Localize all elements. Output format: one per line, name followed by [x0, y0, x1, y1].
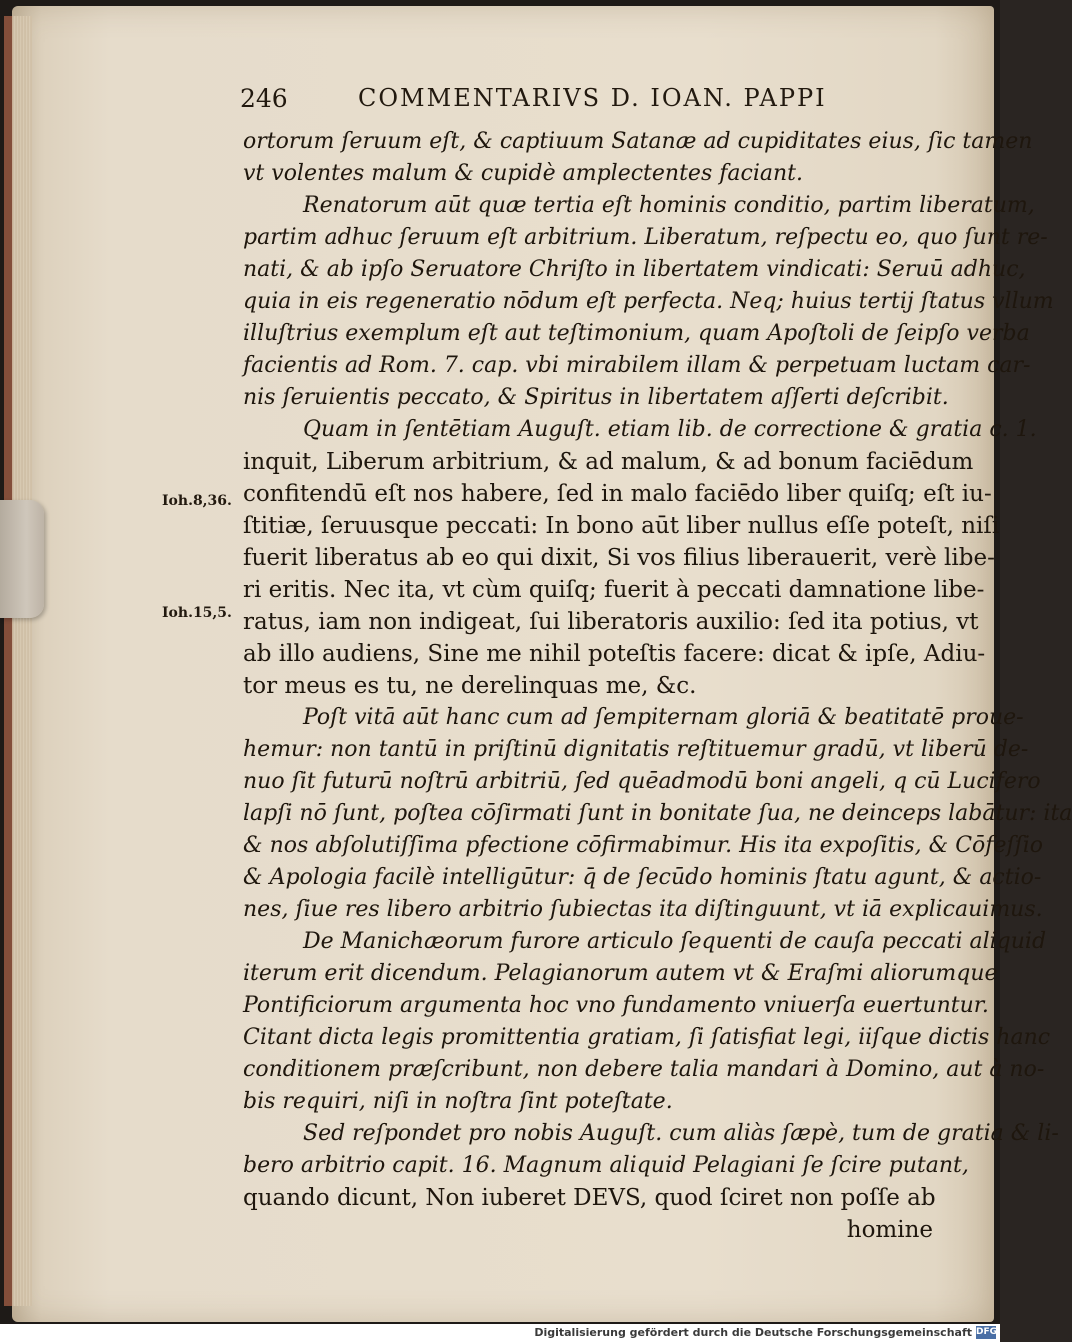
text-line: & Apologia facilè intelligūtur: q̄ de ſecūdo hominis ſtatu agunt, & actio- — [243, 865, 1042, 890]
text-line: nis ſeruientis peccato, & Spiritus in libertatem aſſerti deſcribit. — [243, 385, 949, 410]
text-line: lapſi nō ſunt, poſtea cōſirmati ſunt in bonitate ſua, ne deinceps labātur: ita — [243, 801, 1072, 826]
text-line: Citant dicta legis promittentia gratiam, ſi ſatisfiat legi, iiſque dictis hanc — [243, 1025, 1051, 1050]
text-line: ab illo audiens, Sine me nihil poteſtis facere: dicat & ipſe, Adiu- — [243, 641, 986, 667]
margin-note-ioh-15-5: Ioh.15,5. — [162, 605, 232, 621]
text-line: bis requiri, niſi in noſtra ſint poteſtate. — [243, 1089, 673, 1114]
text-line: De Manichæorum furore articulo ſequenti de cauſa peccati aliquid — [303, 929, 1047, 954]
text-line: nuo ſit futurū noſtrū arbitriū, ſed quēadmodū boni angeli, q cū Lucifero — [243, 769, 1041, 794]
text-line: nati, & ab ipſo Seruatore Chriſto in libertatem vindicati: Seruū adhuc, — [243, 257, 1026, 282]
dfg-logo-icon: DFG — [976, 1327, 998, 1337]
text-line: nes, ſiue res libero arbitrio ſubiectas ita diſtinguunt, vt iā explicauimus. — [243, 897, 1043, 922]
text-line: quia in eis regeneratio nōdum eſt perfecta. Neq; huius tertij ſtatus vllum — [243, 289, 1054, 314]
text-line: ratus, iam non indigeat, ſui liberatoris auxilio: ſed ita potius, vt — [243, 609, 979, 635]
text-line: conditionem præſcribunt, non debere talia mandari à Domino, aut à no- — [243, 1057, 1045, 1082]
text-line: tor meus es tu, ne derelinquas me, &c. — [243, 673, 697, 699]
text-line: facientis ad Rom. 7. cap. vbi mirabilem illam & perpetuam luctam car- — [243, 353, 1031, 378]
body-text — [243, 126, 1072, 1246]
text-line: quando dicunt, Non iuberet DEVS, quod ſciret non poſſe ab — [243, 1185, 936, 1211]
text-line: iterum erit dicendum. Pelagianorum autem vt & Eraſmi aliorumque — [243, 961, 998, 986]
page-edge — [12, 16, 32, 1306]
page-clip — [0, 500, 44, 618]
text-line: fuerit liberatus ab eo qui dixit, Si vos filius liberauerit, verè libe- — [243, 545, 995, 571]
text-line: confitendū eſt nos habere, ſed in malo faciēdo liber quiſq; eſt iu- — [243, 481, 992, 507]
text-line: illuſtrius exemplum eſt aut teſtimonium, quam Apoſtoli de ſeipſo verba — [243, 321, 1030, 346]
footer-bar — [0, 1324, 1000, 1342]
text-line: ri eritis. Nec ita, vt cùm quiſq; fuerit à peccati damnatione libe- — [243, 577, 985, 603]
text-line: Sed reſpondet pro nobis Auguſt. cum aliàs ſæpè, tum de gratia & li- — [303, 1121, 1059, 1146]
text-line: partim adhuc ſeruum eſt arbitrium. Liberatum, reſpectu eo, quo ſunt re- — [243, 225, 1048, 250]
text-line: & nos abſolutiſſima pfectione cōfirmabimur. His ita expoſitis, & Cōfeſſio — [243, 833, 1044, 858]
page-number: 246 — [240, 84, 288, 113]
text-line: Renatorum aūt quæ tertia eſt hominis conditio, partim liberatum, — [303, 193, 1035, 218]
catchword: homine — [846, 1217, 933, 1243]
text-line: inquit, Liberum arbitrium, & ad malum, & ad bonum faciēdum — [243, 449, 974, 475]
text-line: hemur: non tantū in priſtinū dignitatis reſtituemur gradū, vt liberū de- — [243, 737, 1029, 762]
text-line: ortorum ſeruum eſt, & captiuum Satanæ ad cupiditates eius, ſic tamen — [243, 129, 1033, 154]
page-header — [240, 84, 940, 124]
margin-note-ioh-8-36: Ioh.8,36. — [162, 493, 232, 509]
text-line: ſtitiæ, ſeruusque peccati: In bono aūt liber nullus eſſe poteſt, niſi — [243, 513, 1000, 539]
text-line: Pontificiorum argumenta hoc vno fundamento vniuerſa euertuntur. — [243, 993, 989, 1018]
text-line: bero arbitrio capit. 16. Magnum aliquid Pelagiani ſe ſcire putant, — [243, 1153, 969, 1178]
text-line: Quam in ſentētiam Auguſt. etiam lib. de correctione & gratia c. 1. — [303, 417, 1037, 442]
running-head: COMMENTARIVS D. IOAN. PAPPI — [358, 84, 827, 112]
text-line: Poſt vitā aūt hanc cum ad ſempiternam gloriā & beatitatē proue- — [303, 705, 1024, 730]
funding-credit: Digitalisierung gefördert durch die Deutsche Forschungsgemeinschaft — [534, 1326, 972, 1339]
text-line: vt volentes malum & cupidè amplectentes faciant. — [243, 161, 803, 186]
